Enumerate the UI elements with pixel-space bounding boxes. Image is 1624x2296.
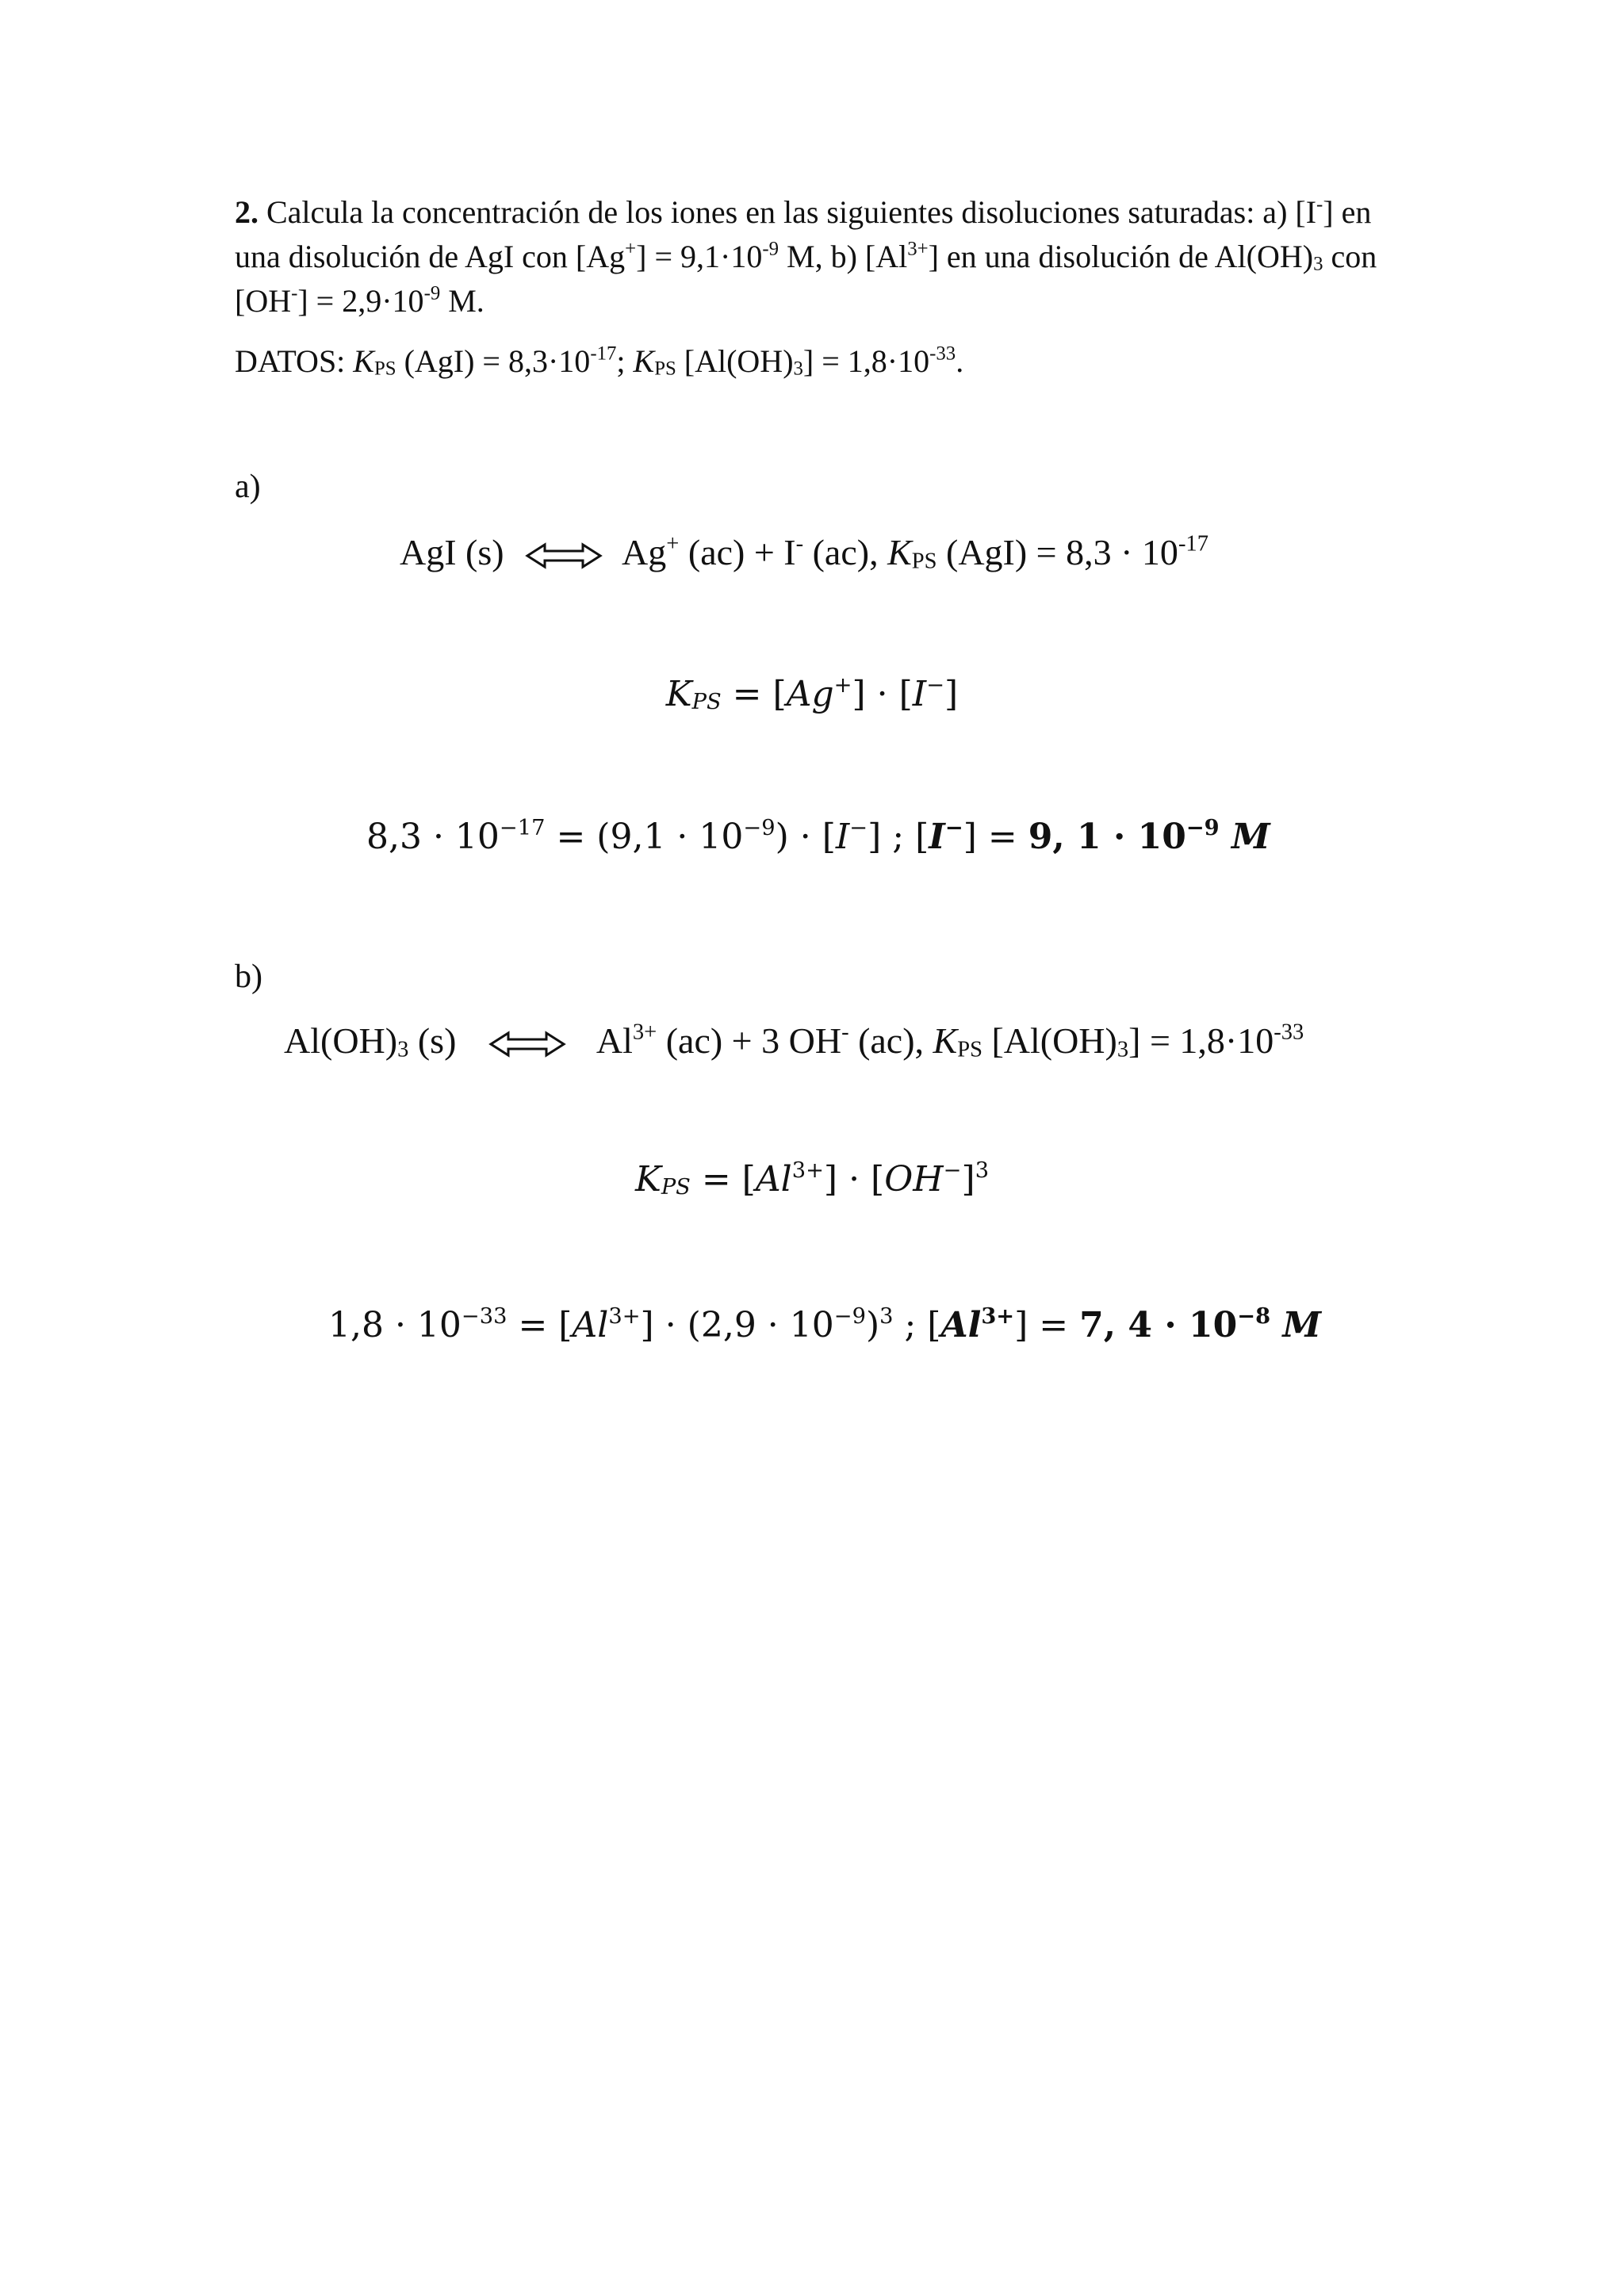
part-b-kps-expression: $K_{PS} = [Al^{3+}] \cdot [OH^-]^3$ — [634, 1158, 990, 1200]
part-a-reaction: AgI (s) Ag+ (ac) + I- (ac), $K_{PS}$ $(AgI) = 8,3 \cdot 10^{-17}$ — [400, 531, 1208, 574]
datos-line: DATOS: $K_{PS}$ $(AgI) = 8,3\cdot 10^{-17}$; $K_{PS}$ $[Al(OH)_3] = 1,8\cdot 10^{-33}$. — [235, 342, 964, 380]
problem-statement: 2. Calcula la concentración de los iones en las siguientes disoluciones saturadas: a) [I-] en una disolución de AgI con $[Ag^+] = 9,1\cdot 10^{-9}$ M, b) $[Al^{3+}]$ en una disolución de $Al(OH)_3$ con $[OH^-] = 2,9\cdot 10^{-9}$ M. — [235, 193, 1377, 319]
part-a-result: 9, $1 \cdot 10^{-9}$ M — [1028, 815, 1270, 857]
part-b-reaction: $Al(OH)_3$ (s) $Al^{3+}$ (ac) + 3 OH- (ac), $K_{PS}$ $[Al(OH)_3] = 1,8\cdot 10^{-33}$ — [284, 1020, 1304, 1062]
problem-number: 2. — [235, 194, 259, 230]
part-b-result: 7, $4 \cdot 10^{-8}$ M — [1079, 1303, 1322, 1345]
part-b-label: b) — [235, 959, 262, 995]
part-a-label: a) — [235, 469, 261, 505]
part-a-calculation: $8,3 \cdot 10^{-17} = (9,1 \cdot 10^{-9}) \cdot [I^-]$ ; [I−] = 9, $1 \cdot 10^{-9}$ M — [366, 815, 1270, 857]
part-a-kps-expression: $K_{PS} = [Ag^+] \cdot [I^-]$ — [665, 673, 959, 715]
equilibrium-arrow-icon — [524, 538, 603, 573]
equilibrium-arrow-icon — [488, 1027, 567, 1062]
part-b-calculation: $1,8 \cdot 10^{-33} = [Al^{3+}] \cdot (2,9 \cdot 10^{-9})^3$ ; $[Al^{3+}] = 7$, $4 \cdot 10^{-8}$ M — [328, 1303, 1322, 1345]
